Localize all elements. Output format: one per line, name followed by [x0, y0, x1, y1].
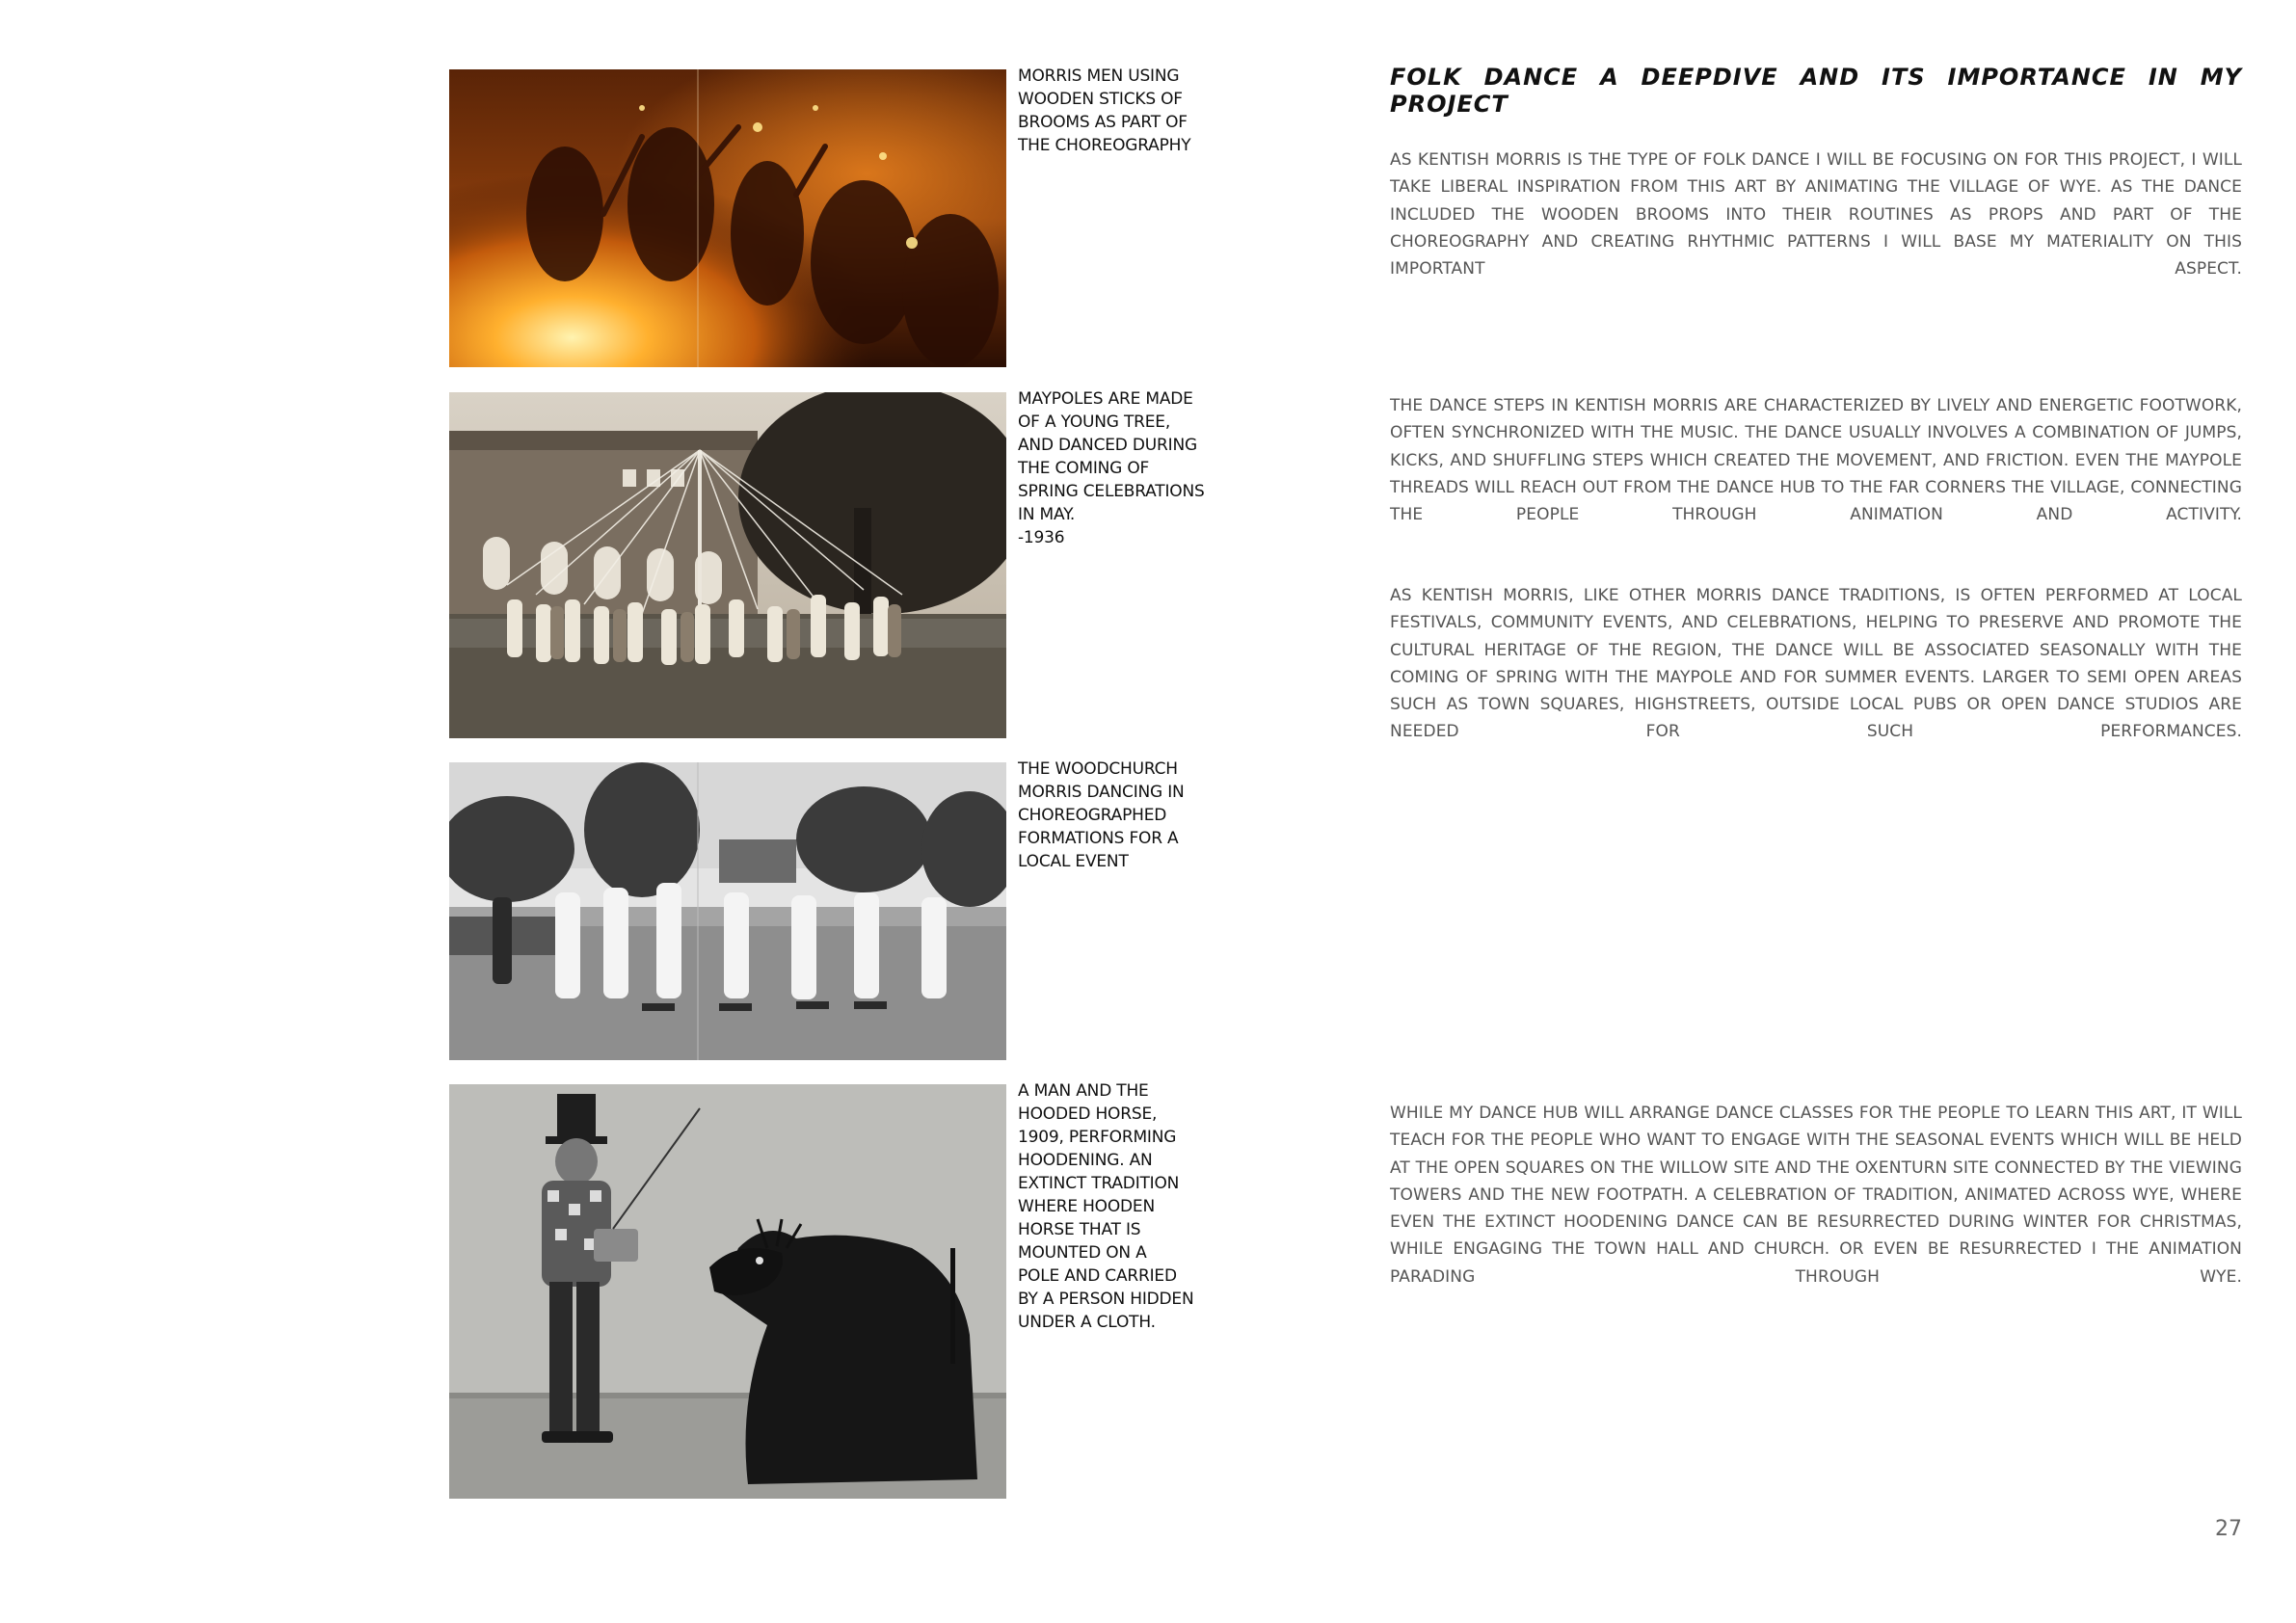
- photo-fire-broom-dance: [449, 69, 1006, 367]
- page-number: 27: [2215, 1517, 2242, 1541]
- photo-woodchurch-morris: [449, 762, 1006, 1060]
- photo-caption: THE WOODCHURCH MORRIS DANCING IN CHOREOGRAPHED FORMATIONS FOR A LOCAL EVENT: [1018, 759, 1185, 871]
- photo-caption: MORRIS MEN USING WOODEN STICKS OF BROOMS AS PART OF THE CHOREOGRAPHY: [1018, 67, 1191, 155]
- body-paragraph: AS KENTISH MORRIS IS THE TYPE OF FOLK DANCE I WILL BE FOCUSING ON FOR THIS PROJECT, I WILL TAKE LIBERAL INSPIRATION FROM THIS ART BY ANIMATING THE VILLAGE OF WYE. AS THE DANCE INCLUDED THE WOODEN BROOMS INTO THEIR ROUTINES AS PROPS AND PART OF THE CHOREOGRAPHY AND CREATING RHYTHMIC PATTERNS I WILL BASE MY MATERIALITY ON THIS IMPORTANT ASPECT.: [1390, 150, 2242, 279]
- photo-hooden-horse: [449, 1084, 1006, 1499]
- photo-caption: MAYPOLES ARE MADE OF A YOUNG TREE, AND DANCED DURING THE COMING OF SPRING CELEBRATIONS IN MAY. -1936: [1018, 389, 1205, 547]
- page-heading: FOLK DANCE A DEEPDIVE AND ITS IMPORTANCE IN MY PROJECT: [1390, 64, 2242, 118]
- body-paragraph: WHILE MY DANCE HUB WILL ARRANGE DANCE CLASSES FOR THE PEOPLE TO LEARN THIS ART, IT WILL TEACH FOR THE PEOPLE WHO WANT TO ENGAGE WITH THE SEASONAL EVENTS WHICH WILL BE HELD AT THE OPEN SQUARES ON THE WILLOW SITE AND THE OXENTURN SITE CONNECTED BY THE VIEWING TOWERS AND THE NEW FOOTPATH. A CELEBRATION OF TRADITION, ANIMATED ACROSS WYE, WHERE EVEN THE EXTINCT HOODENING DANCE CAN BE RESURRECTED DURING WINTER FOR CHRISTMAS, WHILE ENGAGING THE TOWN HALL AND CHURCH. OR EVEN BE RESURRECTED I THE ANIMATION PARADING THROUGH WYE.: [1390, 1104, 2242, 1287]
- photo-maypole-dance: [449, 392, 1006, 738]
- photo-caption: A MAN AND THE HOODED HORSE, 1909, PERFORMING HOODENING. AN EXTINCT TRADITION WHERE HOODEN HORSE THAT IS MOUNTED ON A POLE AND CARRIED BY A PERSON HIDDEN UNDER A CLOTH.: [1018, 1081, 1194, 1332]
- body-paragraph: THE DANCE STEPS IN KENTISH MORRIS ARE CHARACTERIZED BY LIVELY AND ENERGETIC FOOTWORK, OFTEN SYNCHRONIZED WITH THE MUSIC. THE DANCE USUALLY INVOLVES A COMBINATION OF JUMPS, KICKS, AND SHUFFLING STEPS WHICH CREATED THE MOVEMENT, AND FRICTION. EVEN THE MAYPOLE THREADS WILL REACH OUT FROM THE DANCE HUB TO THE FAR CORNERS THE VILLAGE, CONNECTING THE PEOPLE THROUGH ANIMATION AND ACTIVITY.: [1390, 396, 2242, 525]
- body-paragraph: AS KENTISH MORRIS, LIKE OTHER MORRIS DANCE TRADITIONS, IS OFTEN PERFORMED AT LOCAL FESTIVALS, COMMUNITY EVENTS, AND CELEBRATIONS, HELPING TO PRESERVE AND PROMOTE THE CULTURAL HERITAGE OF THE REGION, THE DANCE WILL BE ASSOCIATED SEASONALLY WITH THE COMING OF SPRING WITH THE MAYPOLE AND FOR SUMMER EVENTS. LARGER TO SEMI OPEN AREAS SUCH AS TOWN SQUARES, HIGHSTREETS, OUTSIDE LOCAL PUBS OR OPEN DANCE STUDIOS ARE NEEDED FOR SUCH PERFORMANCES.: [1390, 586, 2242, 742]
